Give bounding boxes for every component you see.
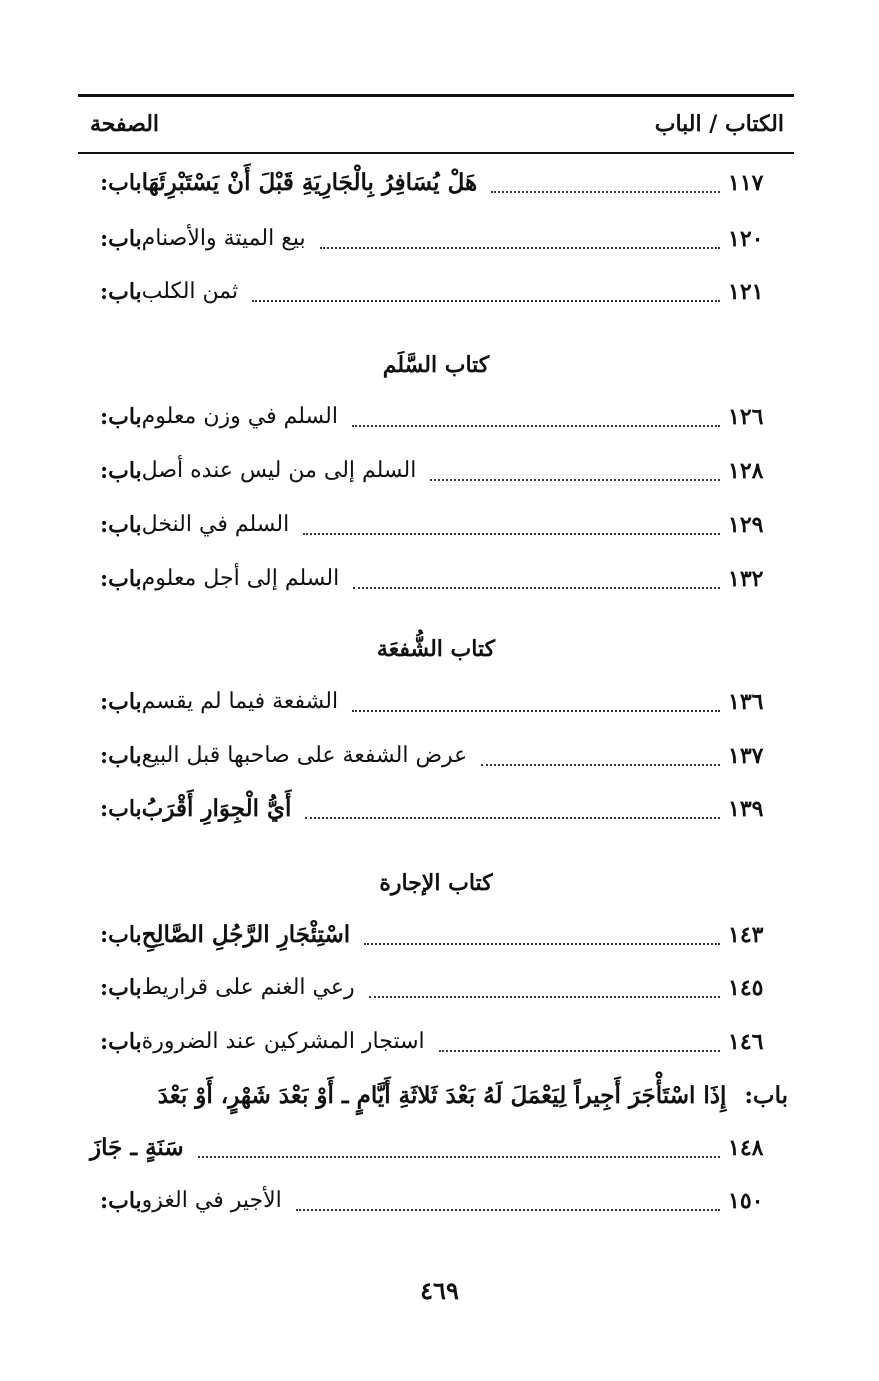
entry-prefix: باب: bbox=[100, 404, 142, 430]
entry-title: بيع الميتة والأصنام bbox=[141, 226, 306, 251]
section-heading-salam: كتاب السَّلَم bbox=[382, 352, 490, 378]
entry-page-number: ١٢٨ bbox=[728, 458, 764, 484]
entry-prefix: باب: bbox=[100, 922, 142, 948]
entry-prefix: باب: bbox=[100, 689, 142, 715]
entry-title: السلم في وزن معلوم bbox=[141, 404, 338, 429]
entry-title: الأجير في الغزو bbox=[141, 1188, 282, 1213]
entry-title: الشفعة فيما لم يقسم bbox=[141, 689, 339, 714]
entry-prefix: باب: bbox=[100, 975, 142, 1001]
entry-prefix: باب: bbox=[100, 512, 142, 538]
toc-entry[interactable] bbox=[90, 163, 788, 203]
toc-entry[interactable] bbox=[90, 1022, 788, 1062]
entry-prefix: باب: bbox=[100, 226, 142, 252]
header-chapter-label: الكتاب / الباب bbox=[654, 111, 784, 137]
entry-prefix: باب: bbox=[100, 458, 142, 484]
entry-prefix: باب: bbox=[744, 1082, 788, 1109]
toc-entry[interactable] bbox=[90, 559, 788, 599]
entry-title: إِذَا اسْتَأْجَرَ أَجِيراً لِيَعْمَلَ لَهُ بَعْدَ ثَلاثَةِ أَيَّامٍ ـ أَوْ بَعْدَ شَهْرٍ، أَوْ بَعْدَ bbox=[157, 1082, 727, 1109]
entry-title: استجار المشركين عند الضرورة bbox=[141, 1029, 425, 1054]
entry-title-line-1 bbox=[90, 1076, 788, 1116]
leader-dots bbox=[352, 425, 720, 427]
section-heading-ijara: كتاب الإجارة bbox=[379, 870, 493, 896]
leader-dots bbox=[353, 587, 720, 589]
page-number-footer: ٤٦٩ bbox=[420, 1276, 459, 1305]
entry-prefix: باب: bbox=[100, 1188, 142, 1214]
leader-dots bbox=[364, 943, 720, 945]
entry-page-number: ١٤٨ bbox=[728, 1135, 764, 1161]
entry-title: عرض الشفعة على صاحبها قبل البيع bbox=[141, 743, 468, 768]
leader-dots bbox=[352, 710, 720, 712]
toc-entry[interactable] bbox=[90, 397, 788, 437]
toc-entry[interactable] bbox=[90, 505, 788, 545]
entry-title: السلم في النخل bbox=[141, 512, 290, 537]
leader-dots bbox=[369, 996, 720, 998]
entry-title: هَلْ يُسَافِرُ بِالْجَارِيَةِ قَبْلَ أَنْ يَسْتَبْرِئَهَا bbox=[141, 169, 478, 196]
entry-page-number: ١٣٢ bbox=[728, 566, 764, 592]
entry-title: رعي الغنم على قراريط bbox=[141, 975, 355, 1000]
entry-page-number: ١٢٠ bbox=[728, 226, 764, 252]
leader-dots bbox=[305, 817, 720, 819]
entry-prefix: باب: bbox=[100, 743, 142, 769]
toc-entry[interactable] bbox=[90, 915, 788, 955]
entry-page-number: ١١٧ bbox=[728, 170, 764, 196]
leader-dots bbox=[430, 479, 720, 481]
entry-title: أَيُّ الْجِوَارِ أَقْرَبُ bbox=[141, 795, 292, 822]
entry-page-number: ١٢٦ bbox=[728, 404, 764, 430]
entry-page-number: ١٥٠ bbox=[728, 1188, 764, 1214]
entry-page-number: ١٣٧ bbox=[728, 743, 764, 769]
toc-entry[interactable] bbox=[90, 736, 788, 776]
leader-dots bbox=[296, 1209, 720, 1211]
entry-title: السلم إلى من ليس عنده أصل bbox=[141, 458, 417, 483]
toc-entry[interactable] bbox=[90, 272, 788, 312]
leader-dots bbox=[481, 764, 720, 766]
entry-page-number: ١٣٦ bbox=[728, 689, 764, 715]
leader-dots bbox=[439, 1050, 720, 1052]
entry-page-number: ١٢٩ bbox=[728, 512, 764, 538]
section-heading-shufa: كتاب الشُّفعَة bbox=[376, 636, 496, 662]
leader-dots bbox=[303, 533, 720, 535]
entry-title-line-2 bbox=[90, 1128, 788, 1168]
toc-entry[interactable] bbox=[90, 682, 788, 722]
leader-dots bbox=[198, 1156, 720, 1158]
entry-page-number: ١٤٥ bbox=[728, 975, 764, 1001]
header-rule bbox=[78, 152, 794, 154]
leader-dots bbox=[252, 300, 720, 302]
entry-prefix: باب: bbox=[100, 1029, 142, 1055]
top-rule bbox=[78, 94, 794, 97]
entry-title: ثمن الكلب bbox=[141, 279, 239, 304]
header-page-label: الصفحة bbox=[90, 111, 160, 137]
entry-prefix: باب: bbox=[100, 796, 142, 822]
toc-entry[interactable] bbox=[90, 789, 788, 829]
toc-entry[interactable] bbox=[90, 219, 788, 259]
entry-page-number: ١٤٦ bbox=[728, 1029, 764, 1055]
entry-prefix: باب: bbox=[100, 279, 142, 305]
entry-page-number: ١٣٩ bbox=[728, 796, 764, 822]
toc-entry[interactable] bbox=[90, 968, 788, 1008]
entry-title: السلم إلى أجل معلوم bbox=[141, 566, 340, 591]
entry-title: اسْتِئْجَارِ الرَّجُلِ الصَّالِحِ bbox=[141, 921, 351, 948]
entry-page-number: ١٤٣ bbox=[728, 922, 764, 948]
entry-prefix: باب: bbox=[100, 170, 142, 196]
toc-entry[interactable] bbox=[90, 451, 788, 491]
toc-entry-multiline[interactable] bbox=[90, 1076, 788, 1168]
entry-page-number: ١٢١ bbox=[728, 279, 764, 305]
entry-title-continuation: سَنَةٍ ـ جَازَ bbox=[90, 1134, 184, 1161]
entry-prefix: باب: bbox=[100, 566, 142, 592]
leader-dots bbox=[320, 247, 720, 249]
toc-entry[interactable] bbox=[90, 1181, 788, 1221]
leader-dots bbox=[491, 191, 720, 193]
